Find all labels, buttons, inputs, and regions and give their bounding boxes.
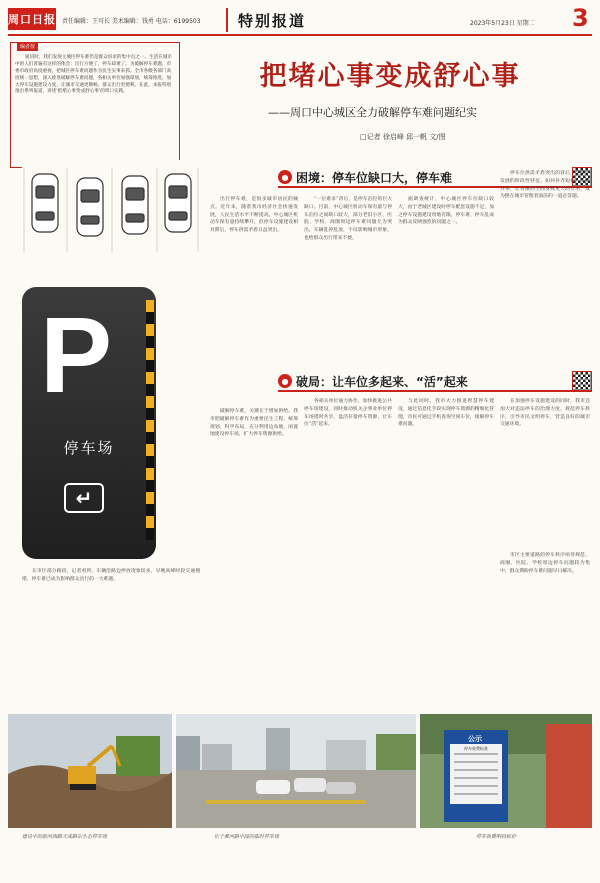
photo-caption-3: 停车收费明码标价 bbox=[476, 834, 517, 840]
editor-note-tag: 编者按 bbox=[17, 42, 38, 51]
article-col-3-mid: 与此同时，我市大力推进智慧停车建设，通过信息化手段实现停车资源的精细化管理，市民可通过手机查询空闲车位，缓解停车难问题。 bbox=[398, 399, 494, 428]
fee-sign-photo bbox=[420, 714, 592, 828]
section-title: 特别报道 bbox=[226, 8, 316, 32]
photo-caption-1: 建设中的新河西路天成路东生态停车场 bbox=[22, 834, 108, 840]
car-3 bbox=[122, 176, 148, 234]
parking-lot-photo bbox=[176, 714, 416, 828]
subheadline: ——周口中心城区全力破解停车难问题纪实 bbox=[268, 106, 477, 119]
sign-board-title: 公示 bbox=[468, 735, 482, 743]
article-col-4-top: 停车位供需矛盾突出的背后，是城市发展的阶段性特征。如何补齐短板、多措并举，让有限的空间发挥更大的作用，成为摆在城市管理者面前的一道必答题。 bbox=[500, 171, 590, 200]
location-pin-icon: ● bbox=[278, 170, 292, 184]
qr-code-icon bbox=[572, 371, 592, 391]
editor-note-text: 通讯时，我们发现主城区停车难仍是群众诉求的集中点之一。生活在城市中的人们普遍有这样的体会：出行方便了，停车却难了。为破解停车难题，市委市政府高度重视，把城区停车难问题作为民生实事来抓。全市各级各部门高度统一思想，深入推进破解停车难问题，各相关单位加强谋划，统筹推进，加大停车设施建设力度，让城市交通更顺畅、群众出行更便利。在此，本报特别推出系列报道，讲述'把堵心事变成舒心事'的周口实践。 bbox=[15, 55, 173, 95]
construction-site-photo bbox=[8, 714, 172, 828]
location-pin-icon: ● bbox=[278, 374, 292, 388]
article-col-1-top: 出行停车难，是很多城市居民的痛点。近年来，随着我市经济社会快速发展，人民生活水平不断提高，中心城区机动车保有量持续攀升，但停车设施建设相对滞后，停车供需矛盾日益突出。 bbox=[210, 197, 298, 234]
article-col-1-mid: 破解停车难，关键在于增加供给。我市把破解停车难作为重要民生工程，统筹规划、科学布局，充分利用边角地、闲置地建设停车场，扩大停车资源供给。 bbox=[210, 409, 298, 438]
article-col-4-lower: 市区主要道路的停车秩序亟待规范，商圈、医院、学校周边停车问题较为集中，群众期盼停车难问题早日解决。 bbox=[500, 553, 590, 574]
section-heading-2 bbox=[278, 372, 592, 392]
parking-sign-illustration bbox=[22, 287, 156, 559]
header-rule bbox=[8, 34, 592, 36]
photo-caption-2: 位于淮河路中段的临时停车场 bbox=[214, 834, 280, 840]
parking-sign-label: 停车场 bbox=[63, 439, 115, 457]
article-col-left-lower: 在市区部分路段，记者看到，车辆沿路边停放现象较多，早晚高峰时段交通拥堵，停车难已成为影响群众出行的一大难题。 bbox=[22, 569, 200, 582]
sign-board-line: 停车收费标准 bbox=[464, 746, 488, 751]
article-col-2-top: “一位难求”背后，是停车泊位的巨大缺口。目前，中心城区机动车保有量与停车泊位之间缺口较大，部分老旧小区、医院、学校、商圈周边停车难问题尤为突出。车辆乱停乱放，不仅影响城市形象，也给群众出行带来不便。 bbox=[304, 197, 392, 241]
masthead bbox=[8, 4, 592, 34]
editor-note bbox=[10, 42, 180, 168]
hazard-stripe bbox=[146, 300, 154, 540]
article-col-4-mid: 在加强停车设施建设的同时，我市还加大对违法停车的治理力度，规范停车秩序，引导市民文明停车，营造良好的城市交通环境。 bbox=[500, 399, 590, 428]
issue-date: 2023年5月23日 星期二 bbox=[470, 20, 535, 27]
parking-lot-illustration bbox=[22, 160, 200, 260]
newspaper-logo: 周口日报 bbox=[8, 8, 56, 30]
article-col-2-mid: 各相关单位通力协作，加快推进公共停车场建设，同时推动机关企事业单位停车场错时共享，盘活存量停车资源，让车位“活”起来。 bbox=[304, 399, 392, 428]
car-1 bbox=[32, 174, 58, 232]
return-arrow-icon: ↵ bbox=[64, 483, 104, 513]
car-2 bbox=[77, 178, 103, 236]
article-col-3-top: 据调查统计，中心城区停车位缺口较大，由于老城区建设时停车配套设施不足，加之停车设施建设用地有限，停车难、停车乱成为群众反映强烈的问题之一。 bbox=[398, 197, 494, 226]
section-title-2: 破局：让车位多起来、“活”起来 bbox=[296, 374, 468, 389]
page-number: 3 bbox=[572, 4, 589, 32]
section-title-1: 困境：停车位缺口大，停车难 bbox=[296, 170, 453, 185]
byline: □记者 徐启峰 邱一帆 文/图 bbox=[360, 133, 446, 141]
parking-p-letter: P bbox=[40, 294, 113, 415]
car-4 bbox=[165, 174, 191, 232]
editor-meta: 责任编辑：王可长 美术编辑：钱勇 电话：6199503 bbox=[62, 18, 201, 25]
headline: 把堵心事变成舒心事 bbox=[259, 61, 521, 92]
